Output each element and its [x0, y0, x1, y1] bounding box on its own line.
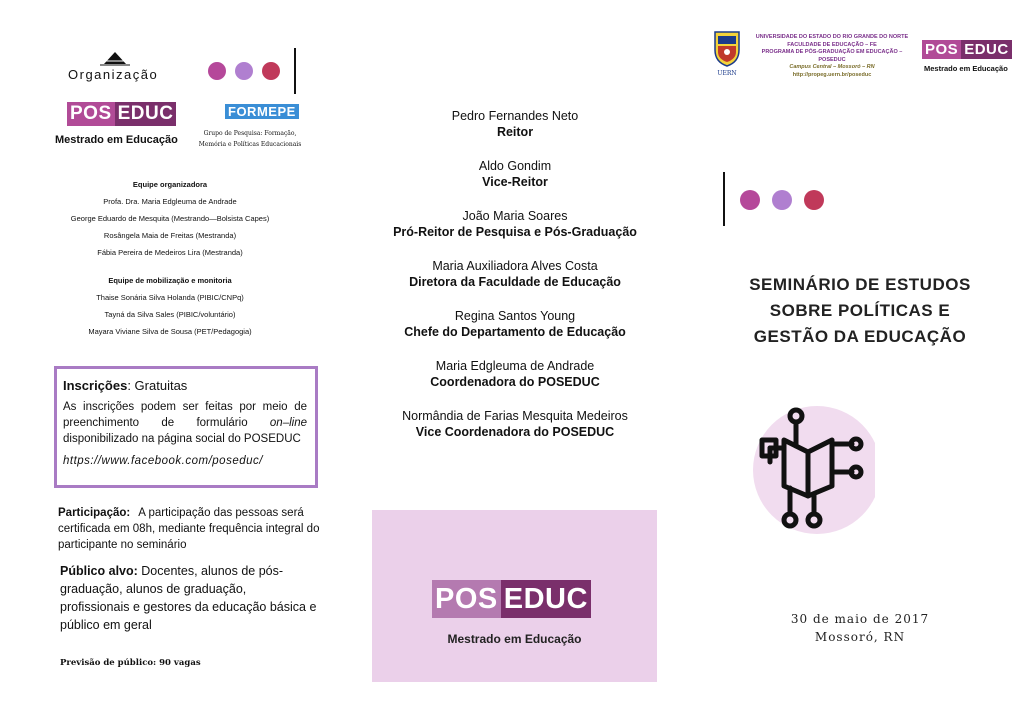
- person-entry: Maria Edgleuma de Andrade Coordenadora do POSEDUC: [430, 359, 600, 389]
- publico-section: [60, 562, 318, 634]
- dot-1: [208, 62, 226, 80]
- book-circuit-icon: [740, 402, 875, 537]
- insc-value: : Gratuitas: [127, 378, 188, 393]
- person-entry: Aldo Gondim Vice-Reitor: [478, 159, 552, 189]
- team-member: Rosângela Maia de Freitas (Mestranda): [103, 231, 237, 240]
- divider-vertical-right: [723, 172, 725, 226]
- decor-dots-right: [740, 190, 840, 212]
- insc-text: As inscrições podem ser feitas por meio de preenchimento de formulário on–line disponibilizado na página social do POSEDUC: [63, 401, 307, 445]
- mobil-member: Tayná da Silva Sales (PIBIC/voluntário): [104, 310, 236, 319]
- person-entry: Pedro Fernandes Neto Reitor: [451, 109, 579, 139]
- mobil-member: Thaise Sonária Silva Holanda (PIBIC/CNPq): [96, 293, 244, 302]
- org-icon: [100, 50, 130, 66]
- poseduc-logo-right-subtitle: Mestrado em Educação: [924, 64, 1008, 73]
- inscricoes-box: [54, 366, 318, 488]
- event-date: 30 de maio de 2017: [790, 612, 930, 626]
- dot-3: [804, 190, 824, 210]
- insc-url-link[interactable]: https://www.facebook.com/poseduc/: [63, 455, 263, 467]
- dot-1: [740, 190, 760, 210]
- divider-vertical-left: [294, 48, 296, 94]
- part-text: A participação das pessoas será certificada em 08h, mediante frequência integral do participante no seminário: [58, 507, 320, 551]
- poseduc-panel-logo: POS EDUC: [432, 580, 591, 618]
- dot-3: [262, 62, 280, 80]
- mobil-member: Mayara Viviane Silva de Sousa (PET/Pedagogia): [88, 327, 252, 336]
- uern-crest-icon: [712, 28, 742, 68]
- poseduc-logo-right: POS EDUC: [922, 40, 1012, 59]
- poseduc-panel: [372, 510, 657, 682]
- team-member: Fábia Pereira de Medeiros Lira (Mestranda): [97, 248, 243, 257]
- university-info: UNIVERSIDADE DO ESTADO DO RIO GRANDE DO NORTE FACULDADE DE EDUCAÇÃO – FE PROGRAMA DE PÓS-GRADUAÇÃO EM EDUCAÇÃO – POSEDUC Campus Central – Mossoró – RN http://propeg.uern.br/poseduc: [755, 34, 909, 78]
- uern-label: UERN: [717, 70, 737, 77]
- team-member: George Eduardo de Mesquita (Mestrando—Bolsista Capes): [70, 214, 270, 223]
- dot-2: [772, 190, 792, 210]
- team-member: Profa. Dra. Maria Edgleuma de Andrade: [103, 197, 237, 206]
- event-title: SEMINÁRIO DE ESTUDOS SOBRE POLÍTICAS E GESTÃO DA EDUCAÇÃO: [749, 275, 971, 346]
- participacao-section: [58, 505, 320, 553]
- formepe-subtitle: Grupo de Pesquisa: Formação, Memória e Políticas Educacionais: [198, 130, 302, 148]
- right-panel: [690, 0, 1024, 724]
- publico-text: Docentes, alunos de pós-graduação, alunos de graduação, profissionais e gestores da educação básica e público em geral: [60, 564, 317, 632]
- team-section: [40, 176, 300, 340]
- person-entry: Normândia de Farias Mesquita Medeiros Vice Coordenadora do POSEDUC: [402, 409, 628, 439]
- dot-2: [235, 62, 253, 80]
- part-label: Participação:: [58, 507, 131, 519]
- decor-dots-left: [208, 62, 288, 82]
- poseduc-logo-subtitle: Mestrado em Educação: [55, 134, 178, 146]
- insc-header: [63, 377, 307, 395]
- mobil-heading: Equipe de mobilização e monitoria: [108, 276, 232, 285]
- event-date-place: [750, 610, 970, 646]
- person-entry: João Maria Soares Pró-Reitor de Pesquisa e Pós-Graduação: [393, 209, 637, 239]
- org-label: Organização: [68, 67, 159, 82]
- poseduc-panel-subtitle: Mestrado em Educação: [447, 632, 582, 646]
- insc-label: Inscrições: [63, 378, 128, 393]
- center-panel: [360, 0, 670, 724]
- team-heading: Equipe organizadora: [132, 180, 208, 189]
- event-place: Mossoró, RN: [814, 630, 906, 644]
- poseduc-logo: POS EDUC: [67, 102, 176, 126]
- left-panel: [0, 0, 340, 724]
- person-entry: Regina Santos Young Chefe do Departamento de Educação: [404, 309, 626, 339]
- formepe-logo: FORMEPE: [225, 104, 299, 119]
- publico-label: Público alvo:: [60, 564, 138, 578]
- authorities-list: [360, 108, 670, 440]
- person-entry: Maria Auxiliadora Alves Costa Diretora da Faculdade de Educação: [409, 259, 621, 289]
- previsao-text: Previsão de público: 90 vagas: [60, 658, 201, 668]
